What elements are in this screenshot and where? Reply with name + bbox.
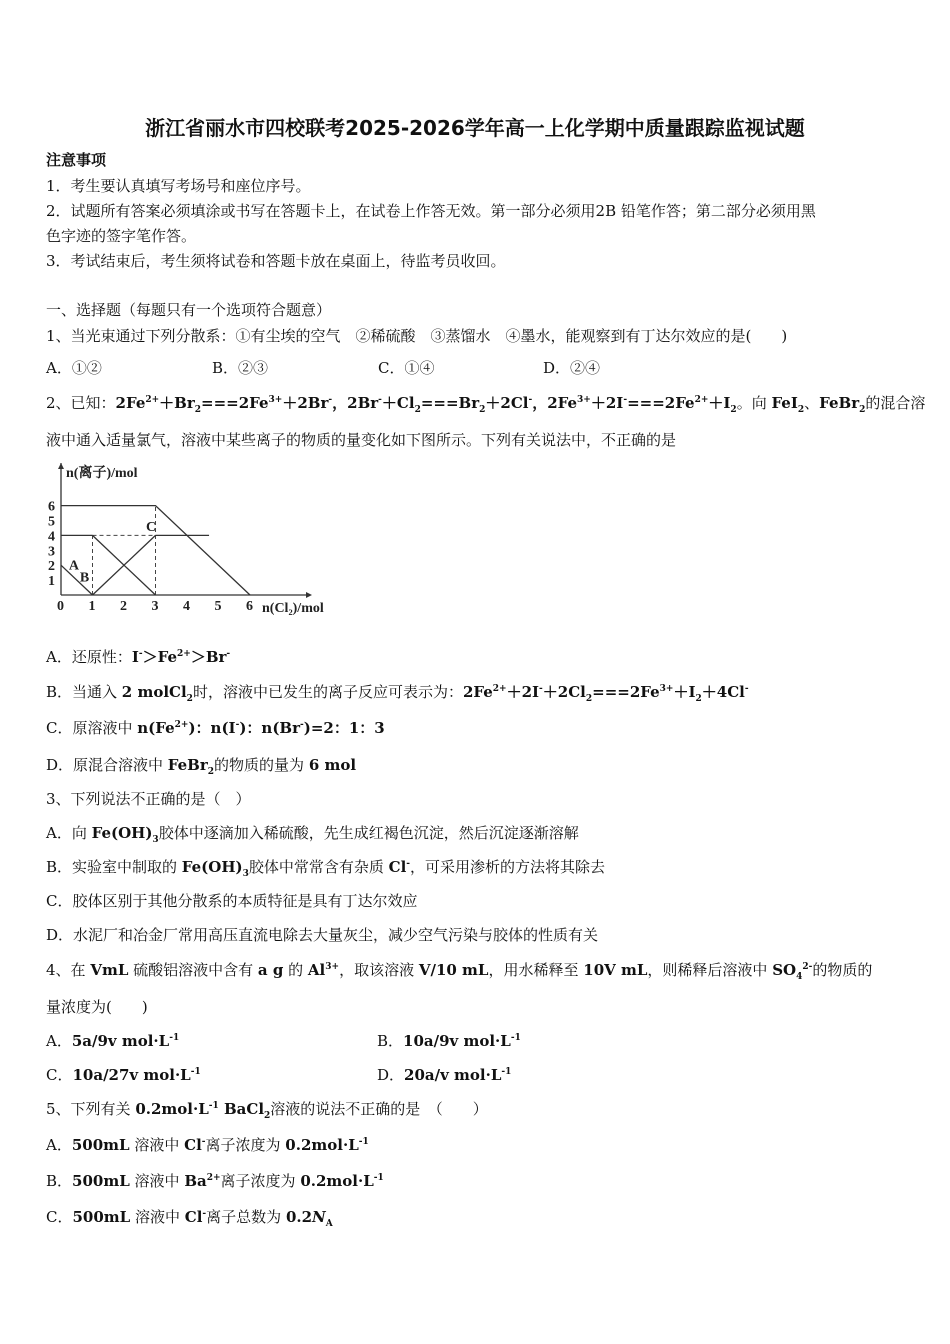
y-axis-label: n(离子)/mol (66, 466, 138, 481)
x-tick-label: 4 (183, 599, 190, 614)
x-tick-label: 3 (151, 599, 159, 614)
point-label: A (68, 558, 79, 574)
q1-option: A．①② (46, 359, 102, 377)
x-tick-label: 1 (88, 599, 96, 614)
y-tick-label: 3 (48, 544, 55, 560)
q4-option: A．5a/9v $mol\cdot L^{-1}$ (46, 1032, 180, 1050)
q4-stem: 4、在 VmL 硫酸铝溶液中含有 a g 的 $Al^{3+}$，取该溶液 V/10 mL，用水稀释至 10V mL，则稀释后溶液中 $SO_4^{2-}$的物质的 (46, 961, 873, 982)
q5-stem: 5、下列有关 $0.2mol\cdot L^{-1}$ BaCl$_2$溶液的说法不正确的是 （ ） (46, 1100, 488, 1121)
q4-option: B．10a/9v $mol\cdot L^{-1}$ (377, 1032, 521, 1050)
q4-option: C．10a/27v $mol\cdot L^{-1}$ (46, 1066, 201, 1084)
point-label: B (79, 570, 90, 586)
notice-item: 色字迹的签字笔作答。 (46, 227, 197, 245)
y-tick-label: 4 (48, 529, 55, 545)
x-axis-label: n(Cl₂)/mol (262, 601, 324, 616)
q2-stem: 2、已知：$2Fe^{2+}+Br_2===2Fe^{3+}+2Br^-$，$2Br^-+Cl_2===Br_2+2Cl^-$，$2Fe^{3+}+2I^-===2Fe^{2+}+I_2$。向 FeI$_2$、FeBr$_2$的混合溶 (46, 394, 926, 415)
q4-stem-cont: 量浓度为( ) (46, 998, 148, 1016)
x-tick-label: 0 (57, 599, 64, 614)
y-tick-label: 6 (48, 499, 55, 515)
q1-option: D．②④ (543, 359, 601, 377)
y-axis-arrow (58, 463, 64, 469)
q2-option: D．原混合溶液中 FeBr$_2$的物质的量为 6 mol (46, 756, 357, 777)
section-heading: 一、选择题（每题只有一个选项符合题意） (46, 301, 332, 319)
q3-stem: 3、下列说法不正确的是（ ） (46, 790, 251, 808)
q2-stem-cont: 液中通入适量氯气，溶液中某些离子的物质的量变化如下图所示。下列有关说法中，不正确的是 (46, 431, 677, 449)
q3-option: A．向 $Fe(OH)_3$胶体中逐滴加入稀硫酸，先生成红褐色沉淀，然后沉淀逐渐溶解 (46, 824, 579, 845)
q5-option: C．500mL 溶液中 Cl-离子总数为 $0.2N_A$ (46, 1208, 333, 1229)
page-title: 浙江省丽水市四校联考2025-2026学年高一上化学期中质量跟踪监视试题 (145, 116, 805, 140)
y-tick-label: 1 (48, 574, 55, 590)
q2-option: C．原溶液中 $n(Fe^{2+})$：n(I-)：n(Br-)=2：1：3 (46, 719, 385, 737)
notice-item: 3．考试结束后，考生须将试卷和答题卡放在桌面上，待监考员收回。 (46, 252, 506, 270)
x-tick-label: 5 (214, 599, 222, 614)
x-axis-arrow (306, 592, 312, 598)
x-tick-label: 2 (120, 599, 127, 614)
x-tick-label: 6 (246, 599, 253, 614)
y-tick-label: 2 (48, 559, 55, 575)
q1-option: C．①④ (378, 359, 435, 377)
y-tick-label: 5 (48, 514, 55, 530)
q5-option: B．500mL 溶液中 $Ba^{2+}$离子浓度为 $0.2mol\cdot L^{-1}$ (46, 1172, 384, 1190)
q5-option: A．500mL 溶液中 Cl-离子浓度为 $0.2mol\cdot L^{-1}$ (46, 1136, 369, 1154)
notice-item: 1．考生要认真填写考场号和座位序号。 (46, 177, 311, 195)
q2-option: A．还原性：$I^->Fe^{2+}>Br^-$ (46, 648, 231, 666)
q3-option: D．水泥厂和冶金厂常用高压直流电除去大量灰尘，减少空气污染与胶体的性质有关 (46, 926, 599, 944)
point-label: C (146, 519, 157, 535)
q4-option: D．20a/v $mol\cdot L^{-1}$ (377, 1066, 512, 1084)
q1-stem: 1、当光束通过下列分散系：①有尘埃的空气 ②稀硫酸 ③蒸馏水 ④墨水，能观察到有丁达尔效应的是( ) (46, 327, 788, 345)
q1-option: B．②③ (212, 359, 269, 377)
q3-option: C．胶体区别于其他分散系的本质特征是具有丁达尔效应 (46, 892, 418, 910)
q3-option: B．实验室中制取的 $Fe(OH)_3$胶体中常常含有杂质 Cl-，可采用渗析的方法将其除去 (46, 858, 606, 879)
notice-item: 2．试题所有答案必须填涂或书写在答题卡上，在试卷上作答无效。第一部分必须用2B 铅笔作答；第二部分必须用黑 (46, 202, 816, 220)
notice-heading: 注意事项 (46, 151, 107, 169)
q2-option: B．当通入 2 molCl$_2$时，溶液中已发生的离子反应可表示为：$2Fe^{2+}+2I^-+2Cl_2===2Fe^{3+}+I_2+4Cl^-$ (46, 683, 749, 704)
ion-amount-chart (40, 455, 340, 625)
